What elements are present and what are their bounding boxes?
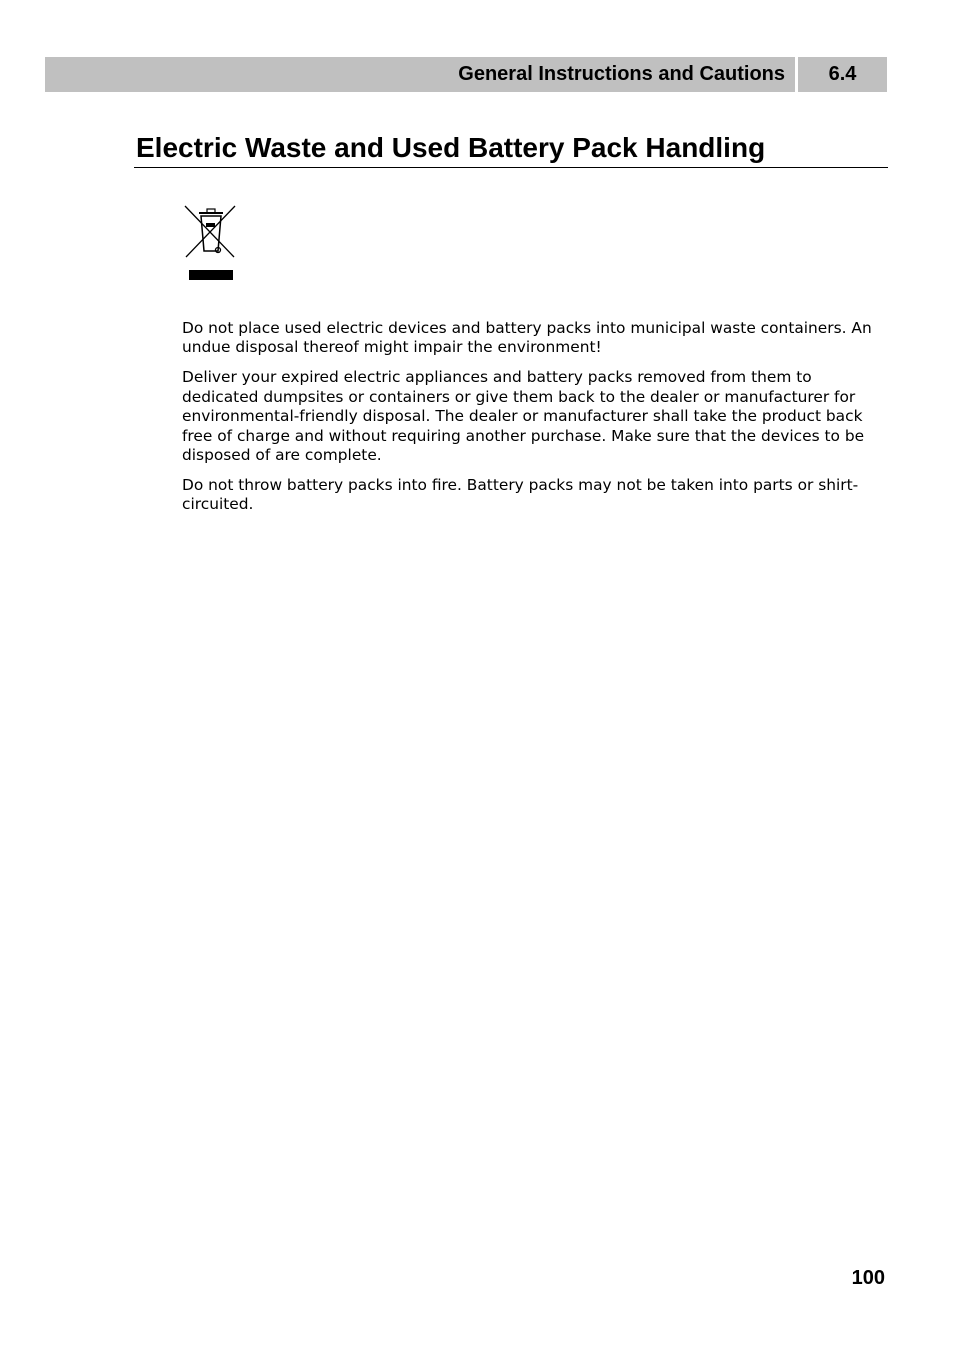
title-underline — [134, 167, 888, 168]
body-text — [182, 319, 892, 525]
paragraph-disposal-warning: Do not place used electric devices and battery packs into municipal waste containers. An undue disposal thereof might impair the environment! — [182, 319, 872, 357]
crossed-out-wheelie-bin-icon — [180, 203, 240, 285]
section-number-cell — [798, 57, 887, 92]
section-number: 6.4 — [828, 63, 857, 85]
chapter-header — [45, 57, 887, 92]
chapter-title: General Instructions and Cautions — [458, 63, 785, 85]
paragraph-battery-fire-warning: Do not throw battery packs into fire. Battery packs may not be taken into parts or shirt-circuited. — [182, 476, 859, 514]
page-title: Electric Waste and Used Battery Pack Handling — [136, 132, 766, 163]
page-number: 100 — [851, 1267, 885, 1289]
chapter-title-cell — [45, 57, 795, 92]
paragraph-return-instructions: Deliver your expired electric appliances and battery packs removed from them to dedicated dumpsites or containers or give them back to the dealer or manufacturer for environmental-friendly disposal. The dealer or manufacturer shall take the product back free of charge and without requiring another purchase. Make sure that the devices to be disposed of are complete. — [182, 368, 865, 465]
